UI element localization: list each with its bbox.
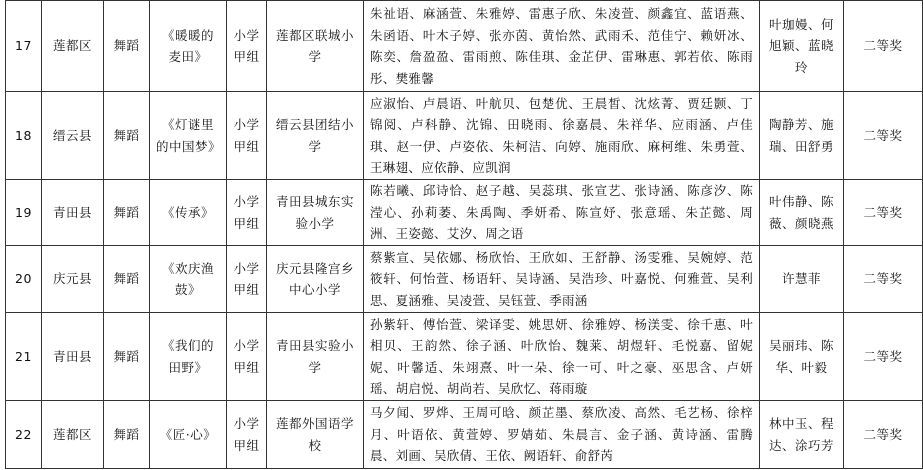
program-title: 《我们的田野》 bbox=[150, 313, 227, 401]
category-cell: 舞蹈 bbox=[104, 1, 150, 92]
school-cell: 莲都区联城小学 bbox=[267, 1, 364, 92]
county-cell: 庆元县 bbox=[42, 246, 104, 313]
table-row bbox=[6, 246, 923, 313]
category-cell: 舞蹈 bbox=[104, 313, 150, 401]
teachers-cell: 林中玉、程达、涂巧芳 bbox=[760, 401, 844, 469]
row-number: 17 bbox=[6, 1, 42, 92]
program-title: 《灯谜里的中国梦》 bbox=[150, 92, 227, 180]
participants-cell: 马夕闻、罗烨、王周可晗、颜芷墨、蔡欣凌、高然、毛艺杨、徐梓月、叶语依、黄萱婷、罗婧茹、朱晨言、金子涵、黄诗涵、雷腾晨、刘画、吴欣倩、王依、阙语轩、俞舒芮 bbox=[364, 401, 760, 469]
row-number: 22 bbox=[6, 401, 42, 469]
award-cell: 二等奖 bbox=[844, 180, 923, 246]
group-cell: 小学甲组 bbox=[227, 180, 267, 246]
participants-cell: 朱祉语、麻涵萱、朱雅婷、雷惠子欣、朱凌萱、颜鑫宜、蓝语燕、朱函语、叶木子婷、张亦茵、黄怡然、武雨禾、范佳宁、赖妍冰、陈奕、詹盈盈、雷雨煎、陈佳琪、金芷伊、雷琳惠、郭若依、陈雨彤、樊雅馨 bbox=[364, 1, 760, 92]
program-title: 《传承》 bbox=[150, 180, 227, 246]
school-cell: 庆元县隆宫乡中心小学 bbox=[267, 246, 364, 313]
participants-cell: 陈若曦、邱诗恰、赵子越、吴蕊琪、张宣艺、张诗涵、陈彦汐、陈滢心、孙莉萎、朱禹陶、季妍希、陈宣妤、张意瑶、朱芷懿、周洲、王姿懿、艾汐、周之语 bbox=[364, 180, 760, 246]
row-number: 18 bbox=[6, 92, 42, 180]
category-cell: 舞蹈 bbox=[104, 401, 150, 469]
table-row bbox=[6, 313, 923, 401]
school-cell: 莲都外国语学校 bbox=[267, 401, 364, 469]
table-row bbox=[6, 92, 923, 180]
program-title: 《欢庆渔鼓》 bbox=[150, 246, 227, 313]
program-title: 《匠·心》 bbox=[150, 401, 227, 469]
group-cell: 小学甲组 bbox=[227, 246, 267, 313]
county-cell: 莲都区 bbox=[42, 401, 104, 469]
award-cell: 二等奖 bbox=[844, 92, 923, 180]
group-cell: 小学甲组 bbox=[227, 313, 267, 401]
group-cell: 小学甲组 bbox=[227, 401, 267, 469]
award-cell: 二等奖 bbox=[844, 1, 923, 92]
teachers-cell: 陶静芳、施瑞、田舒勇 bbox=[760, 92, 844, 180]
teachers-cell: 许慧菲 bbox=[760, 246, 844, 313]
school-cell: 缙云县团结小学 bbox=[267, 92, 364, 180]
award-cell: 二等奖 bbox=[844, 313, 923, 401]
county-cell: 缙云县 bbox=[42, 92, 104, 180]
award-cell: 二等奖 bbox=[844, 401, 923, 469]
school-cell: 青田县城东实验小学 bbox=[267, 180, 364, 246]
group-cell: 小学甲组 bbox=[227, 92, 267, 180]
category-cell: 舞蹈 bbox=[104, 246, 150, 313]
participants-cell: 孙紫轩、傅怡萱、梁译雯、姚思妍、徐雅婷、杨渼雯、徐千惠、叶相贝、王韵然、徐子涵、叶欣怡、魏莱、胡煜轩、毛悦嘉、留妮妮、叶馨适、朱翊熹、叶一朵、徐一可、叶之豪、巫思含、卢妍瑶、胡启悦、胡尚若、吴欣忆、蒋雨璇 bbox=[364, 313, 760, 401]
program-title: 《暖暖的麦田》 bbox=[150, 1, 227, 92]
row-number: 19 bbox=[6, 180, 42, 246]
award-cell: 二等奖 bbox=[844, 246, 923, 313]
teachers-cell: 叶珈嫚、何旭颖、蓝晓玲 bbox=[760, 1, 844, 92]
table-row bbox=[6, 180, 923, 246]
participants-cell: 应淑怡、卢晨语、叶航贝、包楚优、王晨皙、沈炫菁、贾廷颢、丁锦阅、卢科静、沈锦、田晓雨、徐嘉晨、朱祥华、应雨涵、卢佳琪、赵一伊、卢姿依、朱柯洁、向婷、施雨欣、麻柯维、朱勇萱、王琳翅、应依静、应凯润 bbox=[364, 92, 760, 180]
table-row bbox=[6, 1, 923, 92]
county-cell: 莲都区 bbox=[42, 1, 104, 92]
category-cell: 舞蹈 bbox=[104, 180, 150, 246]
row-number: 20 bbox=[6, 246, 42, 313]
participants-cell: 蔡紫宣、吴依娜、杨欣怡、王欣如、王舒静、汤雯雅、吴婉婷、范筱轩、何怡萱、杨语轩、吴诗涵、吴浩珍、叶嘉悦、何雅萱、吴利思、夏涵雅、吴凌萱、吴钰萱、季雨涵 bbox=[364, 246, 760, 313]
county-cell: 青田县 bbox=[42, 313, 104, 401]
group-cell: 小学甲组 bbox=[227, 1, 267, 92]
table-row bbox=[6, 401, 923, 469]
row-number: 21 bbox=[6, 313, 42, 401]
category-cell: 舞蹈 bbox=[104, 92, 150, 180]
award-table bbox=[5, 0, 923, 469]
teachers-cell: 叶伟静、陈薇、颜晓燕 bbox=[760, 180, 844, 246]
teachers-cell: 吴丽玮、陈华、叶毅 bbox=[760, 313, 844, 401]
school-cell: 青田县实验小学 bbox=[267, 313, 364, 401]
county-cell: 青田县 bbox=[42, 180, 104, 246]
